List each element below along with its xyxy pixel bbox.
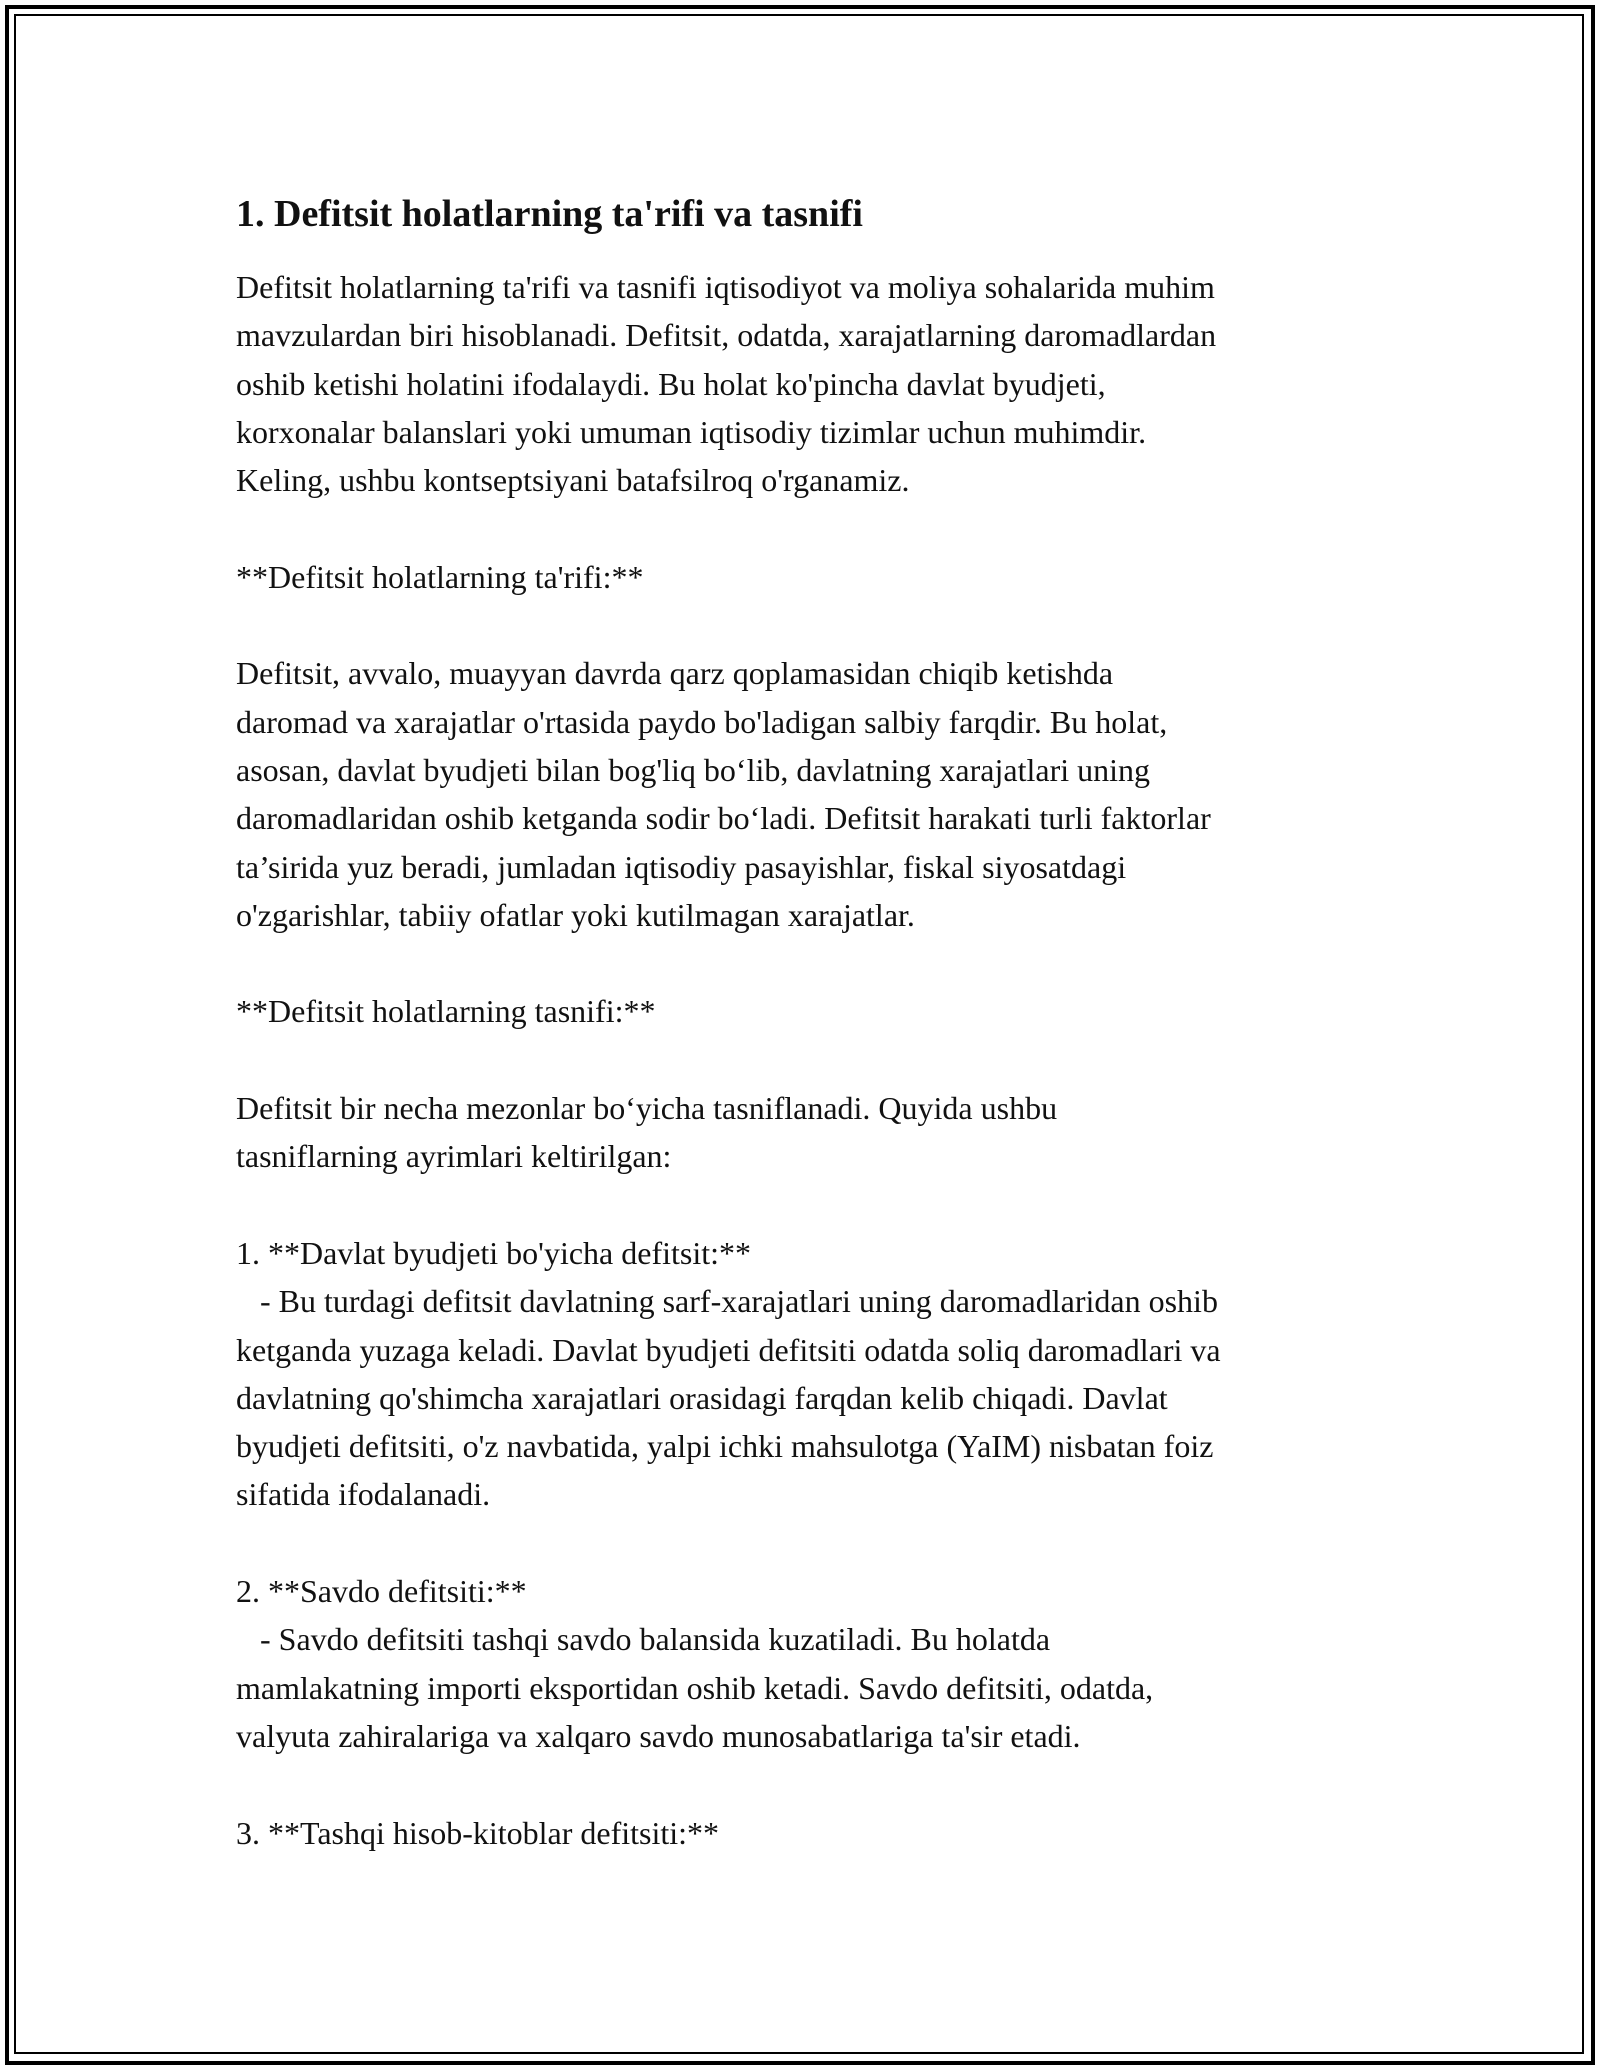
text-line: tasniflarning ayrimlari keltirilgan: (236, 1138, 672, 1175)
text-line: **Defitsit holatlarning ta'rifi:** (236, 558, 644, 595)
text-line: valyuta zahiralariga va xalqaro savdo munosabatlariga ta'sir etadi. (236, 1717, 1081, 1754)
text-line: mamlakatning importi eksportidan oshib ketadi. Savdo defitsiti, odatda, (236, 1669, 1154, 1706)
document-title: 1. Defitsit holatlarning ta'rifi va tasnifi (236, 193, 863, 235)
text-line: 2. **Savdo defitsiti:** (236, 1573, 527, 1610)
text-line: mavzulardan biri hisoblanadi. Defitsit, odatda, xarajatlarning daromadlardan (236, 317, 1217, 354)
text-line: Keling, ushbu kontseptsiyani batafsilroq o'rganamiz. (236, 462, 910, 499)
text-line: daromadlaridan oshib ketganda sodir bo‘ladi. Defitsit harakati turli faktorlar (236, 800, 1211, 837)
text-line: 3. **Tashqi hisob-kitoblar defitsiti:** (236, 1814, 720, 1851)
text-line: Defitsit bir necha mezonlar bo‘yicha tasniflanadi. Quyida ushbu (236, 1090, 1058, 1127)
text-line: Defitsit holatlarning ta'rifi va tasnifi iqtisodiyot va moliya sohalarida muhim (236, 269, 1215, 305)
text-line: 1. **Davlat byudjeti bo'yicha defitsit:** (236, 1234, 751, 1271)
list-item-trade-deficit (236, 1567, 1376, 1760)
list-item-external-accounts-deficit (236, 1809, 1376, 1857)
text-line: sifatida ifodalanadi. (236, 1476, 491, 1513)
text-line: Defitsit, avvalo, muayyan davrda qarz qoplamasidan chiqib ketishda (236, 655, 1114, 692)
text-line: davlatning qo'shimcha xarajatlari orasidagi farqdan kelib chiqadi. Davlat (236, 1379, 1168, 1416)
classification-heading (236, 987, 1376, 1035)
text-line: oshib ketishi holatini ifodalaydi. Bu holat ko'pincha davlat byudjeti, (236, 365, 1106, 402)
text-line: korxonalar balanslari yoki umuman iqtisodiy tizimlar uchun muhimdir. (236, 413, 1147, 450)
document-body (236, 185, 1376, 1905)
definition-paragraph (236, 649, 1376, 939)
text-line: ta’sirida yuz beradi, jumladan iqtisodiy pasayishlar, fiskal siyosatdagi (236, 848, 1127, 885)
text-line: - Savdo defitsiti tashqi savdo balansida kuzatiladi. Bu holatda (236, 1621, 1051, 1658)
text-line: **Defitsit holatlarning tasnifi:** (236, 993, 656, 1030)
text-line: - Bu turdagi defitsit davlatning sarf-xarajatlari uning daromadlaridan oshib (236, 1283, 1218, 1320)
definition-heading (236, 553, 1376, 601)
text-line: ketganda yuzaga keladi. Davlat byudjeti defitsiti odatda soliq daromadlari va (236, 1331, 1221, 1368)
classification-intro-paragraph (236, 1084, 1376, 1181)
text-line: asosan, davlat byudjeti bilan bog'liq bo‘lib, davlatning xarajatlari uning (236, 751, 1150, 788)
intro-paragraph (236, 263, 1376, 504)
text-line: daromad va xarajatlar o'rtasida paydo bo'ladigan salbiy farqdir. Bu holat, (236, 703, 1168, 740)
text-line: byudjeti defitsiti, o'z navbatida, yalpi ichki mahsulotga (YaIM) nisbatan foiz (236, 1428, 1214, 1465)
text-line: o'zgarishlar, tabiiy ofatlar yoki kutilmagan xarajatlar. (236, 896, 915, 933)
list-item-budget-deficit (236, 1229, 1376, 1519)
